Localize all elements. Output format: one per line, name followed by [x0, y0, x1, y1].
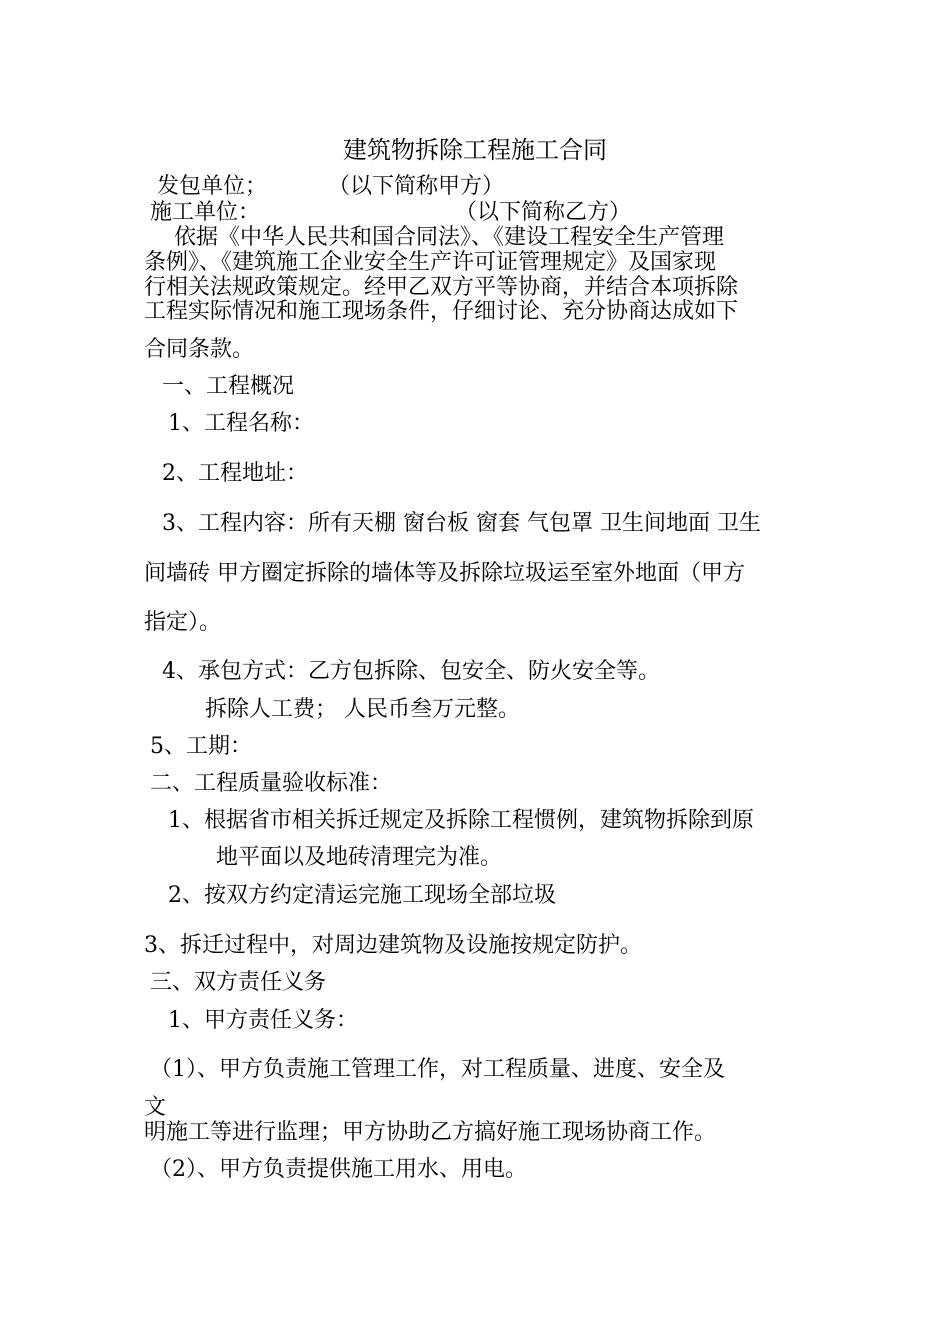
- section1-item4-fee: 拆除人工费； 人民币叁万元整。: [205, 697, 520, 722]
- section3-clause1-line: 文: [144, 1095, 167, 1120]
- section1-item2: 2、工程地址：: [162, 461, 308, 486]
- section1-heading: 一、工程概况: [162, 374, 295, 399]
- section2-item3: 3、拆迁过程中，对周边建筑物及设施按规定防护。: [144, 933, 642, 958]
- section1-item3-line: 间墙砖 甲方圈定拆除的墙体等及拆除垃圾运至室外地面（甲方: [144, 561, 745, 586]
- party-a-note: （以下简称甲方）: [328, 174, 505, 199]
- party-b-label: 施工单位：: [150, 200, 261, 225]
- section1-item3-line: 指定）。: [144, 610, 222, 635]
- section2-heading: 二、工程质量验收标准：: [150, 771, 393, 796]
- preamble-line: 依据《中华人民共和国合同法》、《建设工程安全生产管理: [174, 225, 725, 250]
- preamble-line: 行相关法规政策规定。经甲乙双方平等协商，并结合本项拆除: [144, 275, 739, 300]
- party-b-note: （以下简称乙方）: [455, 200, 632, 225]
- section1-item5: 5、工期：: [150, 734, 252, 759]
- section3-clause1-line: 明施工等进行监理；甲方协助乙方搞好施工现场协商工作。: [144, 1120, 717, 1145]
- section1-item4: 4、承包方式：乙方包拆除、包安全、防火安全等。: [162, 659, 660, 684]
- preamble-line: 合同条款。: [144, 337, 255, 362]
- preamble-line: 条例》、《建筑施工企业安全生产许可证管理规定》及国家现: [144, 250, 717, 275]
- section1-item1: 1、工程名称：: [168, 411, 314, 436]
- section3-heading: 三、双方责任义务: [150, 970, 327, 995]
- section3-clause1-line: （1）、甲方负责施工管理工作，对工程质量、进度、安全及: [150, 1057, 725, 1082]
- section1-item3-line: 3、工程内容：所有天棚 窗台板 窗套 气包罩 卫生间地面 卫生: [162, 511, 761, 536]
- section2-item1-line: 地平面以及地砖清理完为准。: [216, 845, 503, 870]
- section3-sub1: 1、甲方责任义务：: [168, 1008, 358, 1033]
- document-title: 建筑物拆除工程施工合同: [343, 136, 607, 164]
- section3-clause2: （2）、甲方负责提供施工用水、用电。: [150, 1157, 527, 1182]
- preamble-line: 工程实际情况和施工现场条件，仔细讨论、充分协商达成如下: [144, 299, 739, 324]
- party-a-label: 发包单位；: [157, 174, 268, 199]
- section2-item2: 2、按双方约定清运完施工现场全部垃圾: [168, 883, 556, 908]
- section2-item1-line: 1、根据省市相关拆迁规定及拆除工程惯例，建筑物拆除到原: [168, 808, 754, 833]
